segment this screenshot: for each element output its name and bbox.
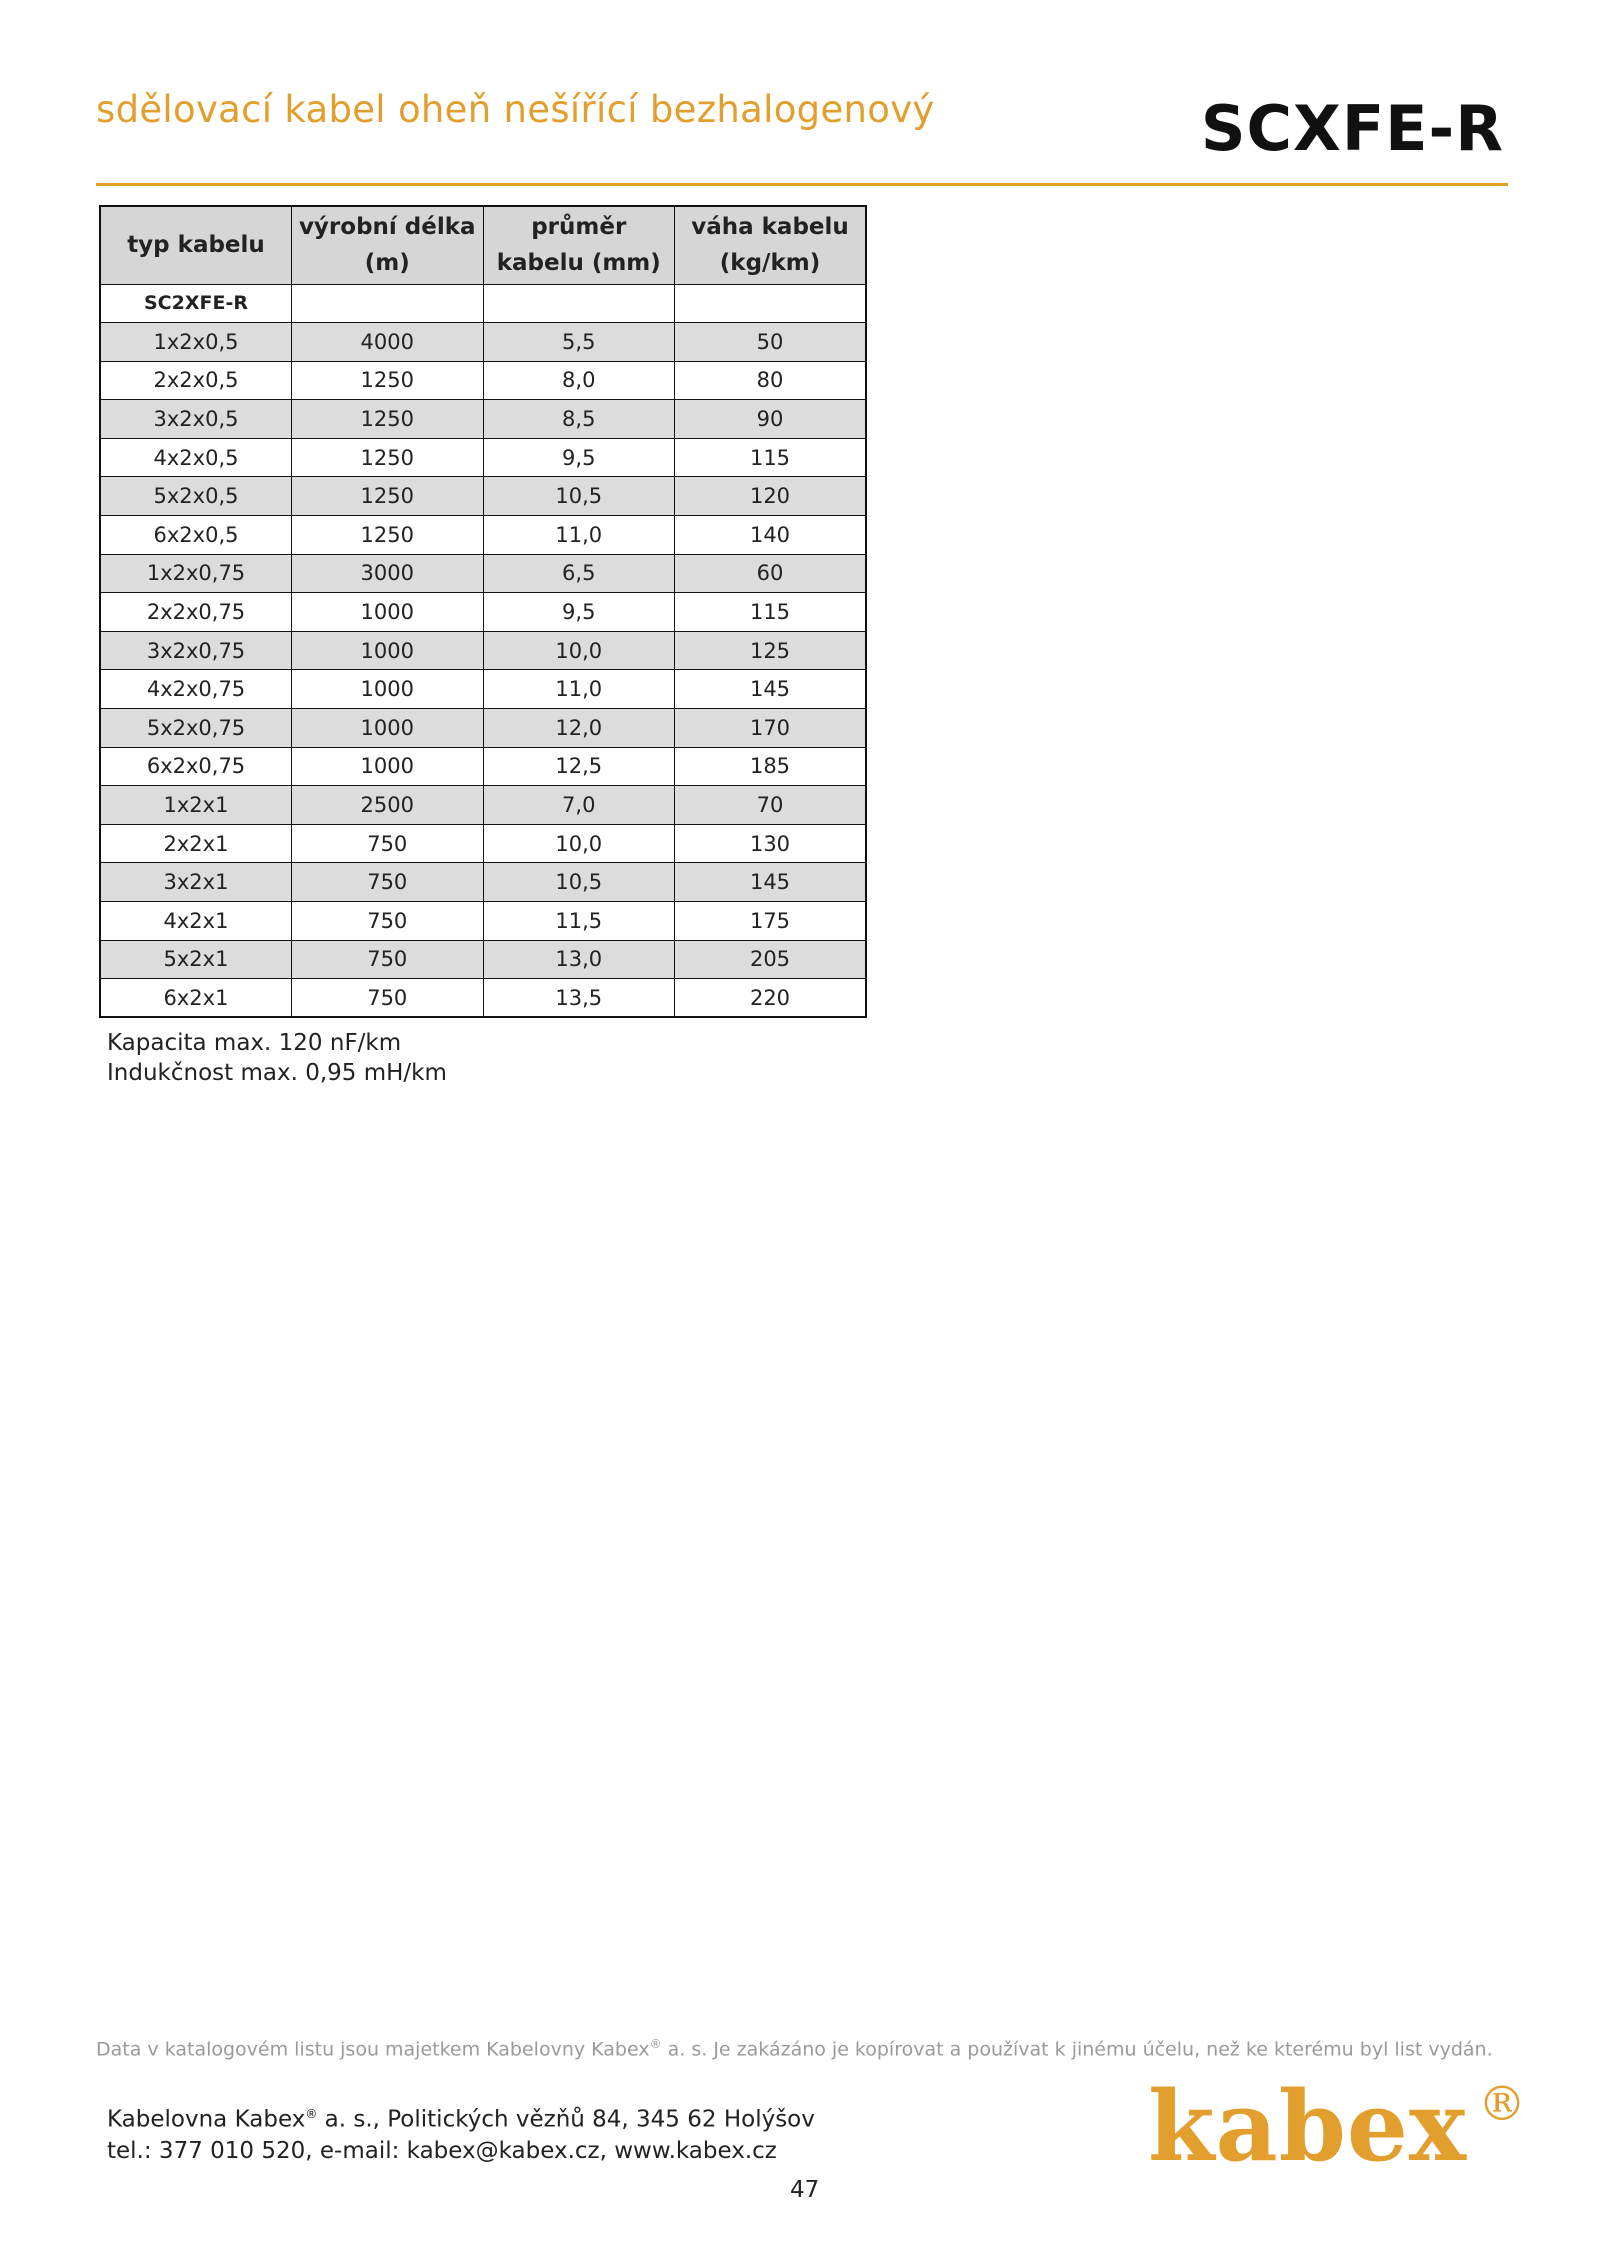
table-row [100, 940, 866, 979]
cell-cable-type: 5x2x0,5 [100, 477, 292, 516]
cable-spec-table [99, 205, 867, 1018]
document-subtitle: sdělovací kabel oheň nešířící bezhalogenový [96, 88, 935, 131]
legal-text-part1: Data v katalogovém listu jsou majetkem Kabelovny Kabex [96, 2038, 650, 2061]
cell-cable-type: 6x2x0,5 [100, 516, 292, 555]
cell-cable-type: 1x2x0,75 [100, 554, 292, 593]
table-row [100, 438, 866, 477]
cell-diameter: 6,5 [483, 554, 675, 593]
cell-weight: 70 [675, 786, 867, 825]
table-row [100, 361, 866, 400]
table-row [100, 516, 866, 555]
cell-weight: 175 [675, 902, 867, 941]
cell-length: 1250 [292, 361, 484, 400]
logo-registered-mark: ® [1478, 2076, 1526, 2132]
group-label: SC2XFE-R [100, 284, 292, 323]
cell-cable-type: 2x2x1 [100, 824, 292, 863]
cell-weight: 50 [675, 323, 867, 362]
address-registered-mark: ® [305, 2107, 318, 2121]
capacity-note: Kapacita max. 120 nF/km [107, 1030, 402, 1056]
cell-diameter: 8,5 [483, 400, 675, 439]
cell-weight: 80 [675, 361, 867, 400]
header-diameter-line2: kabelu (mm) [496, 250, 661, 277]
cell-cable-type: 3x2x0,5 [100, 400, 292, 439]
cell-length: 1000 [292, 709, 484, 748]
table-cell [675, 284, 867, 323]
header-weight-line2: (kg/km) [719, 250, 821, 277]
cell-cable-type: 6x2x1 [100, 979, 292, 1018]
cell-cable-type: 4x2x1 [100, 902, 292, 941]
table-row [100, 593, 866, 632]
cell-weight: 115 [675, 438, 867, 477]
cell-diameter: 12,5 [483, 747, 675, 786]
company-address [107, 2099, 815, 2167]
table-row [100, 477, 866, 516]
cell-length: 2500 [292, 786, 484, 825]
table-row [100, 323, 866, 362]
table-header-row [100, 206, 866, 284]
table-row [100, 554, 866, 593]
cell-length: 1250 [292, 477, 484, 516]
cell-length: 750 [292, 824, 484, 863]
cell-cable-type: 2x2x0,5 [100, 361, 292, 400]
table-row [100, 902, 866, 941]
table-row [100, 863, 866, 902]
cell-cable-type: 4x2x0,75 [100, 670, 292, 709]
cell-weight: 60 [675, 554, 867, 593]
cell-diameter: 5,5 [483, 323, 675, 362]
cell-length: 4000 [292, 323, 484, 362]
cell-length: 750 [292, 979, 484, 1018]
cell-weight: 125 [675, 631, 867, 670]
cell-cable-type: 3x2x0,75 [100, 631, 292, 670]
header-production-length-line1: výrobní délka [298, 214, 476, 241]
cell-weight: 220 [675, 979, 867, 1018]
header-diameter-line1: průměr [531, 214, 627, 241]
header-production-length-line2: (m) [364, 250, 410, 277]
cell-cable-type: 5x2x1 [100, 940, 292, 979]
cell-cable-type: 2x2x0,75 [100, 593, 292, 632]
address-rest: a. s., Politických vězňů 84, 345 62 Holýšov [317, 2106, 815, 2133]
cell-weight: 120 [675, 477, 867, 516]
table-row [100, 979, 866, 1018]
cell-diameter: 9,5 [483, 438, 675, 477]
cell-diameter: 10,0 [483, 824, 675, 863]
cell-length: 3000 [292, 554, 484, 593]
electrical-notes [107, 1028, 447, 1088]
cell-diameter: 10,5 [483, 863, 675, 902]
cell-weight: 170 [675, 709, 867, 748]
cell-diameter: 10,5 [483, 477, 675, 516]
product-code: SCXFE-R [1200, 92, 1504, 165]
header-weight [675, 206, 867, 284]
cell-cable-type: 3x2x1 [100, 863, 292, 902]
table-row [100, 400, 866, 439]
cell-weight: 130 [675, 824, 867, 863]
cell-diameter: 8,0 [483, 361, 675, 400]
cell-length: 1250 [292, 400, 484, 439]
cell-diameter: 13,0 [483, 940, 675, 979]
legal-text-part2: a. s. Je zakázáno je kopírovat a používat k jinému účelu, než ke kterému byl list vydán. [661, 2038, 1493, 2061]
table-row [100, 786, 866, 825]
cell-weight: 145 [675, 863, 867, 902]
contact-line: tel.: 377 010 520, e-mail: kabex@kabex.cz, www.kabex.cz [107, 2137, 777, 2164]
cell-diameter: 11,0 [483, 516, 675, 555]
legal-notice [96, 2031, 1516, 2063]
cell-diameter: 9,5 [483, 593, 675, 632]
legal-registered-mark: ® [649, 2037, 662, 2051]
table-row [100, 824, 866, 863]
address-line [107, 2099, 815, 2136]
header-diameter [483, 206, 675, 284]
header-weight-line1: váha kabelu [691, 214, 849, 241]
header-cable-type [100, 206, 292, 284]
cell-weight: 145 [675, 670, 867, 709]
table-cell [483, 284, 675, 323]
address-company: Kabelovna Kabex [107, 2106, 306, 2133]
cell-weight: 140 [675, 516, 867, 555]
inductance-note: Indukčnost max. 0,95 mH/km [107, 1060, 447, 1086]
cell-diameter: 12,0 [483, 709, 675, 748]
cell-weight: 205 [675, 940, 867, 979]
cell-cable-type: 5x2x0,75 [100, 709, 292, 748]
cell-cable-type: 6x2x0,75 [100, 747, 292, 786]
cell-cable-type: 4x2x0,5 [100, 438, 292, 477]
cell-weight: 90 [675, 400, 867, 439]
cell-length: 750 [292, 902, 484, 941]
cell-diameter: 13,5 [483, 979, 675, 1018]
cell-cable-type: 1x2x1 [100, 786, 292, 825]
header-cable-type-line1: typ kabelu [127, 232, 265, 259]
table-row [100, 709, 866, 748]
cell-weight: 185 [675, 747, 867, 786]
header-divider [96, 183, 1508, 186]
page-number: 47 [790, 2177, 820, 2203]
cell-weight: 115 [675, 593, 867, 632]
logo-wordmark: kabex [1148, 2070, 1468, 2183]
table-row [100, 670, 866, 709]
cell-diameter: 7,0 [483, 786, 675, 825]
kabex-logo [1148, 2070, 1526, 2183]
table-row [100, 747, 866, 786]
cell-length: 750 [292, 863, 484, 902]
cell-length: 750 [292, 940, 484, 979]
cell-cable-type: 1x2x0,5 [100, 323, 292, 362]
cell-length: 1250 [292, 438, 484, 477]
table-group-row [100, 284, 866, 323]
cell-length: 1250 [292, 516, 484, 555]
cell-length: 1000 [292, 670, 484, 709]
cell-length: 1000 [292, 593, 484, 632]
header-production-length [292, 206, 484, 284]
cell-length: 1000 [292, 631, 484, 670]
cell-diameter: 10,0 [483, 631, 675, 670]
table-row [100, 631, 866, 670]
cell-diameter: 11,5 [483, 902, 675, 941]
table-cell [292, 284, 484, 323]
cell-length: 1000 [292, 747, 484, 786]
cell-diameter: 11,0 [483, 670, 675, 709]
